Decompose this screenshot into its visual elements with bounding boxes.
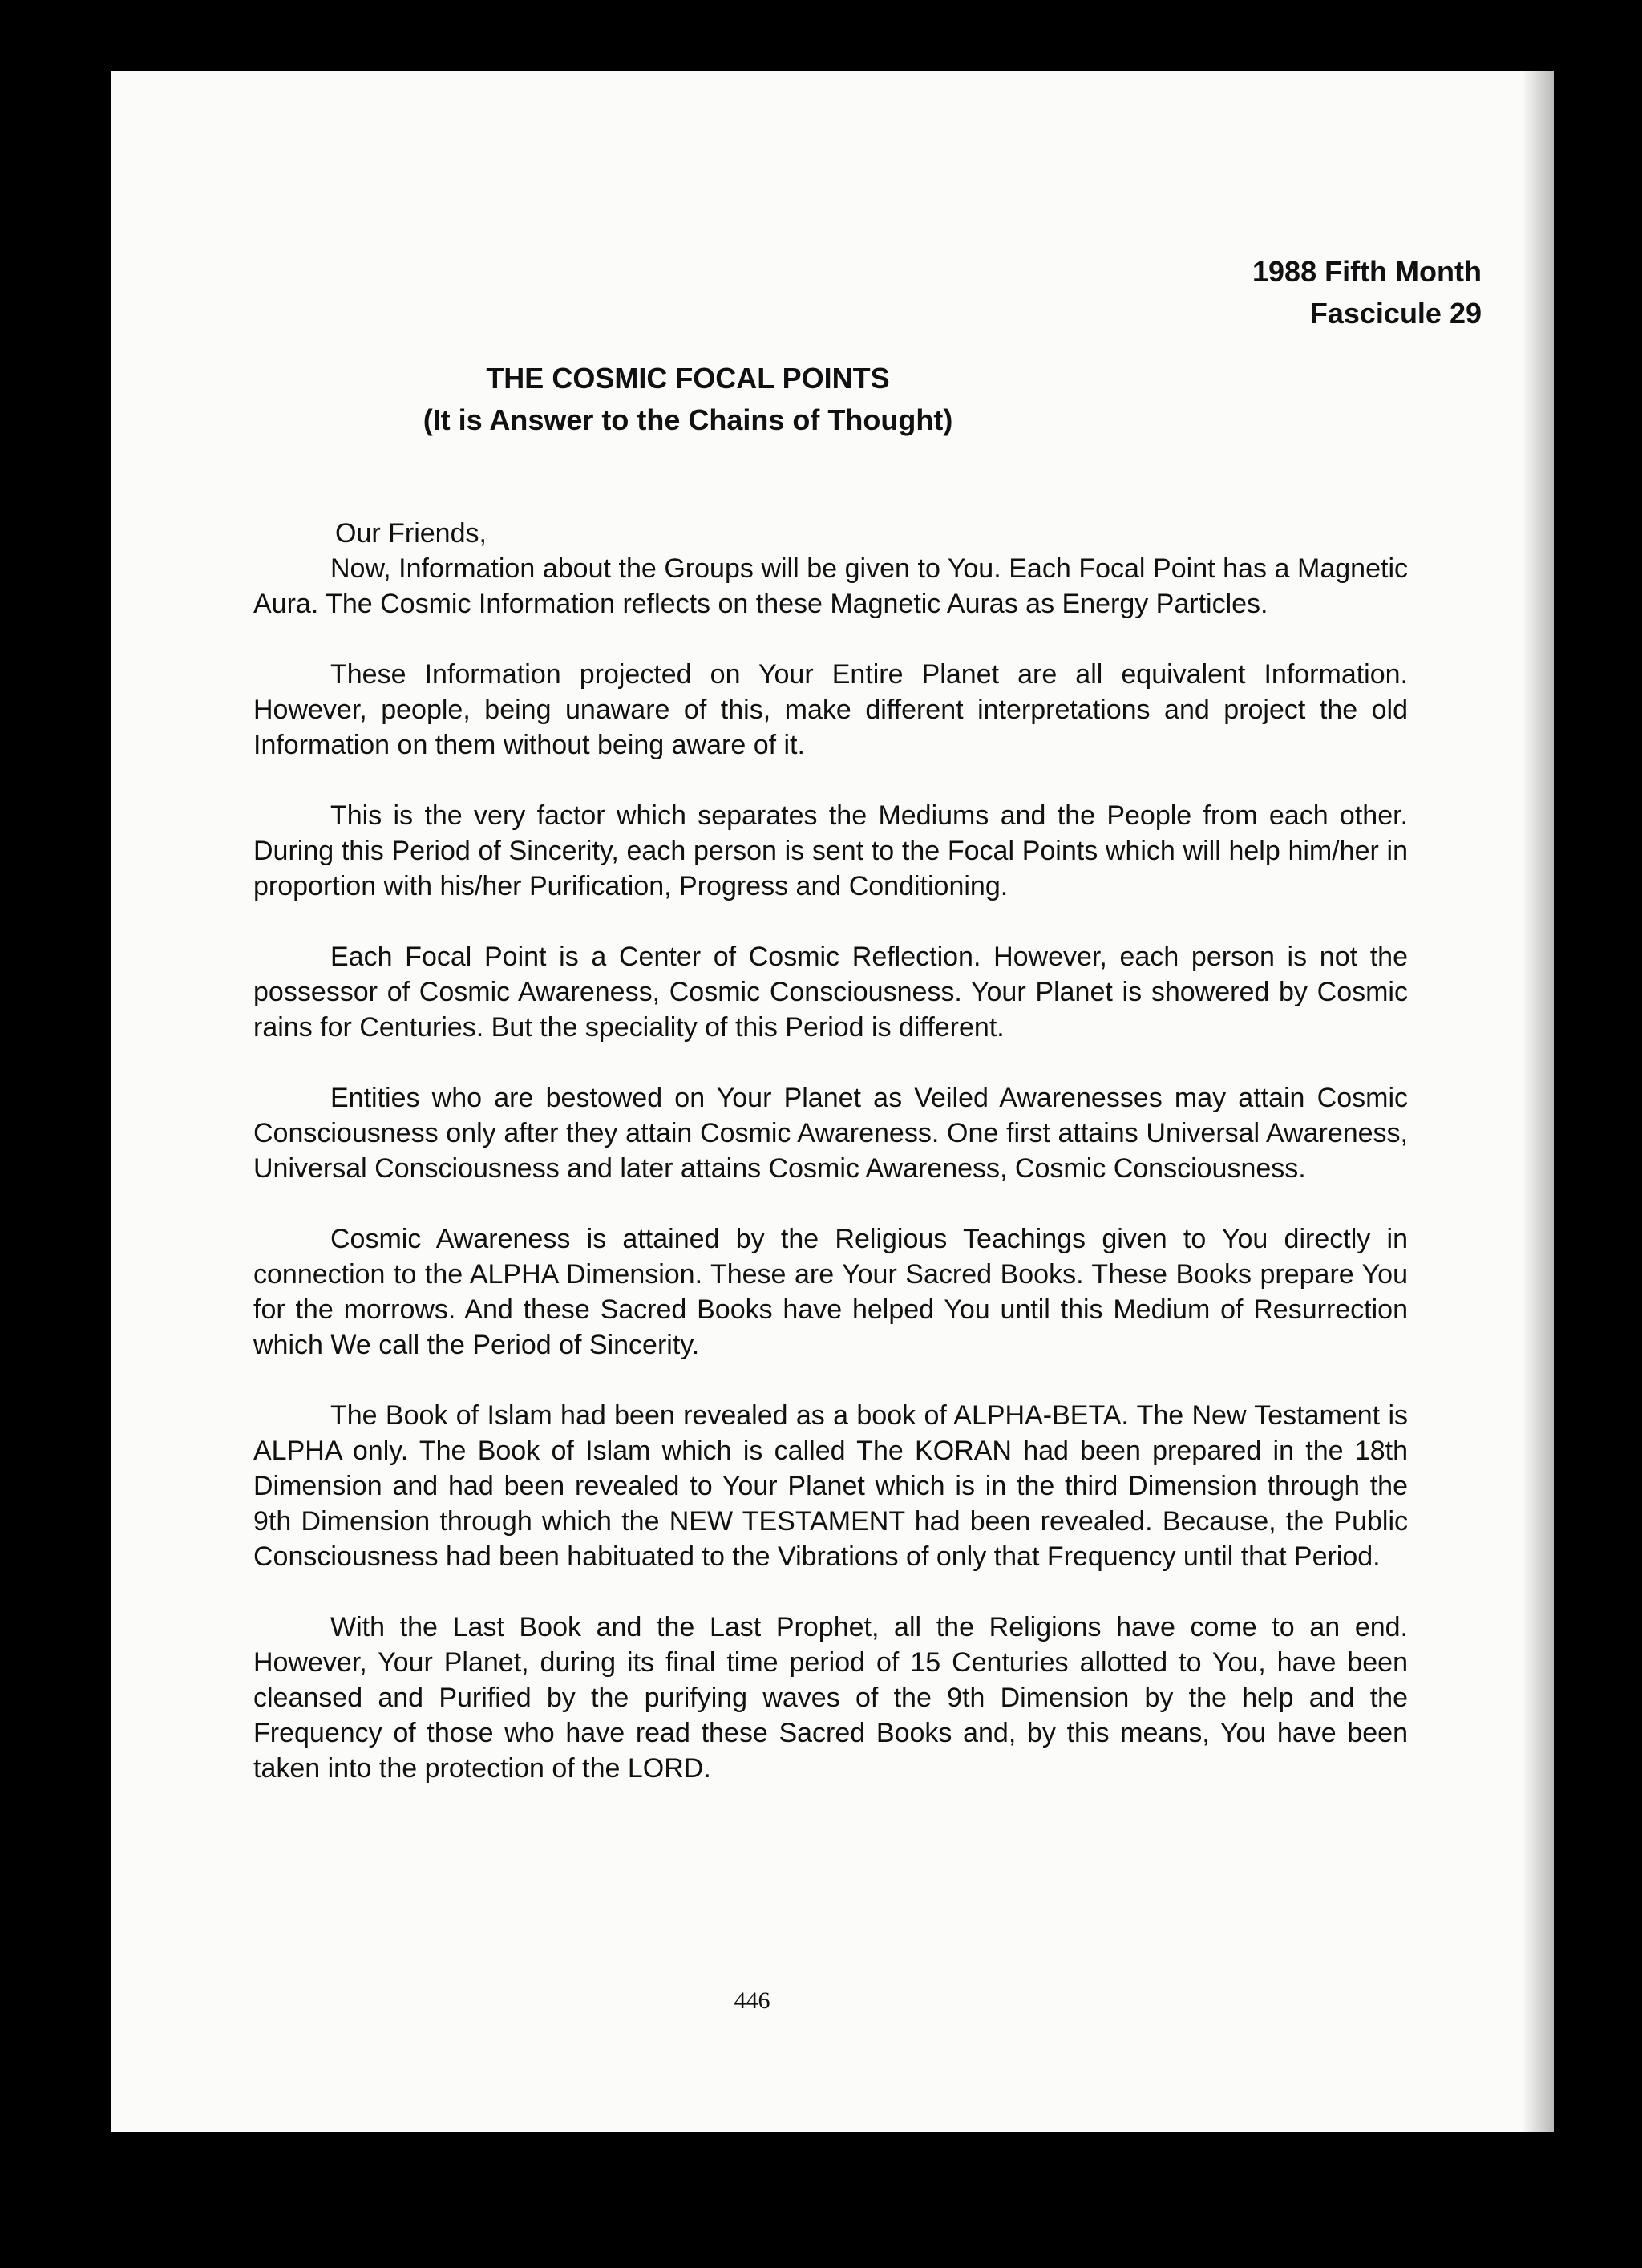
header-fascicule: Fascicule 29	[1309, 297, 1482, 330]
document-subtitle: (It is Answer to the Chains of Thought)	[423, 403, 953, 436]
body-text	[253, 516, 1408, 1821]
paragraph: This is the very factor which separates the Mediums and the People from each other. During this Period of Sincerity, each person is sent to the Focal Points which will help him/her in proportion with his/her Purification, Progress and Conditioning.	[253, 800, 1408, 901]
header-block	[1252, 251, 1482, 334]
header-date: 1988 Fifth Month	[1252, 255, 1482, 288]
title-block	[111, 358, 1409, 441]
document-page	[111, 71, 1554, 2132]
paragraph: The Book of Islam had been revealed as a book of ALPHA-BETA. The New Testament is ALPHA only. The Book of Islam which is called The KORAN had been prepared in the 18th Dimension and had been revealed to Your Planet which is in the third Dimension through the 9th Dimension through which the NEW TESTAMENT had been revealed. Because, the Public Consciousness had been habituated to the Vibrations of only that Frequency until that Period.	[253, 1400, 1408, 1572]
page-number: 446	[734, 1987, 770, 2014]
page-edge-shadow	[1522, 71, 1554, 2132]
paragraph: Entities who are bestowed on Your Planet as Veiled Awarenesses may attain Cosmic Consciousness only after they attain Cosmic Awareness. One first attains Universal Awareness, Universal Consciousness and later attains Cosmic Awareness, Cosmic Consciousness.	[253, 1083, 1408, 1184]
document-title: THE COSMIC FOCAL POINTS	[486, 362, 890, 395]
paragraph: These Information projected on Your Entire Planet are all equivalent Information. However, people, being unaware of this, make different interpretations and project the old Information on them without being aware of it.	[253, 659, 1408, 760]
salutation: Our Friends,	[335, 518, 487, 549]
paragraph: Now, Information about the Groups will be given to You. Each Focal Point has a Magnetic Aura. The Cosmic Information reflects on these Magnetic Auras as Energy Particles.	[253, 553, 1408, 619]
paragraph: Cosmic Awareness is attained by the Religious Teachings given to You directly in connection to the ALPHA Dimension. These are Your Sacred Books. These Books prepare You for the morrows. And these Sacred Books have helped You until this Medium of Resurrection which We call the Period of Sincerity.	[253, 1224, 1408, 1360]
paragraph: With the Last Book and the Last Prophet, all the Religions have come to an end. However, Your Planet, during its final time period of 15 Centuries allotted to You, have been cleansed and Purified by the purifying waves of the 9th Dimension by the help and the Frequency of those who have read these Sacred Books and, by this means, You have been taken into the protection of the LORD.	[253, 1612, 1408, 1784]
paragraph: Each Focal Point is a Center of Cosmic Reflection. However, each person is not the possessor of Cosmic Awareness, Cosmic Consciousness. Your Planet is showered by Cosmic rains for Centuries. But the speciality of this Period is different.	[253, 942, 1408, 1043]
